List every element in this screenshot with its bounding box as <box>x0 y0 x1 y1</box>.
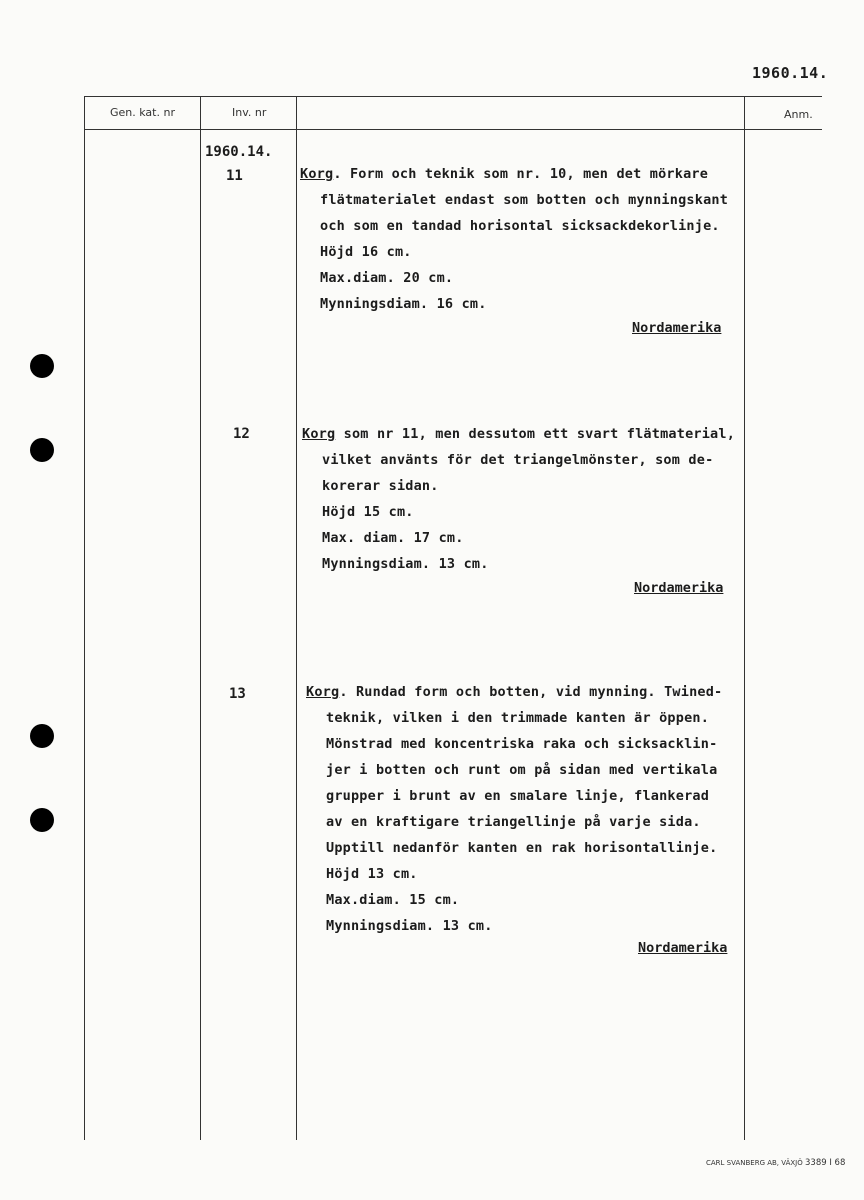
entry-line: och som en tandad horisontal sicksackdekorlinje. <box>320 218 720 234</box>
entry-region: Nordamerika <box>632 320 722 336</box>
header-top-rule <box>84 96 822 97</box>
entry-keyword: Korg <box>306 684 340 700</box>
punch-hole <box>30 354 54 378</box>
column-rule-left <box>84 96 85 1140</box>
entry-line <box>306 684 722 700</box>
entry-number: 13 <box>229 686 246 702</box>
entry-line: jer i botten och runt om på sidan med vertikala <box>326 762 718 778</box>
punch-hole <box>30 438 54 462</box>
punch-hole <box>30 808 54 832</box>
column-rule-anm <box>744 96 745 1140</box>
entry-line: Max.diam. 15 cm. <box>326 892 460 908</box>
entry-line: Höjd 15 cm. <box>322 504 414 520</box>
entry-line: Mynningsdiam. 13 cm. <box>326 918 493 934</box>
column-header-gen-kat-nr: Gen. kat. nr <box>110 106 175 119</box>
entry-line: Mynningsdiam. 16 cm. <box>320 296 487 312</box>
entry-line: Max.diam. 20 cm. <box>320 270 454 286</box>
column-header-inv-nr: Inv. nr <box>232 106 267 119</box>
entry-line <box>302 426 735 442</box>
header-bottom-rule <box>84 129 822 130</box>
entry-number: 11 <box>226 168 243 184</box>
entry-line: Max. diam. 17 cm. <box>322 530 464 546</box>
entry-line: korerar sidan. <box>322 478 439 494</box>
entry-line-text: som nr 11, men dessutom ett svart flätmaterial, <box>335 426 736 442</box>
entry-line: Höjd 16 cm. <box>320 244 412 260</box>
entry-keyword: Korg <box>302 426 336 442</box>
entry-line: teknik, vilken i den trimmade kanten är öppen. <box>326 710 710 726</box>
entry-line: Höjd 13 cm. <box>326 866 418 882</box>
inv-prefix: 1960.14. <box>205 144 273 160</box>
form-number: 3389 I 68 <box>805 1158 846 1168</box>
entry-region: Nordamerika <box>634 580 724 596</box>
entry-line-text: . Form och teknik som nr. 10, men det mörkare <box>333 166 709 182</box>
punch-hole <box>30 724 54 748</box>
entry-region: Nordamerika <box>638 940 728 956</box>
entry-line-text: . Rundad form och botten, vid mynning. Twined- <box>339 684 723 700</box>
column-rule-gen <box>200 96 201 1140</box>
entry-line: Mönstrad med koncentriska raka och sicksacklin- <box>326 736 718 752</box>
entry-line: grupper i brunt av en smalare linje, flankerad <box>326 788 710 804</box>
entry-keyword: Korg <box>300 166 334 182</box>
column-header-anm: Anm. <box>784 108 813 121</box>
entry-number: 12 <box>233 426 250 442</box>
column-rule-inv <box>296 96 297 1140</box>
page-number: 1960.14. <box>752 64 829 82</box>
printer-footer <box>706 1158 845 1168</box>
entry-line: Upptill nedanför kanten en rak horisontallinje. <box>326 840 718 856</box>
entry-line <box>300 166 708 182</box>
entry-line: av en kraftigare triangellinje på varje sida. <box>326 814 701 830</box>
entry-line: Mynningsdiam. 13 cm. <box>322 556 489 572</box>
printer-name: CARL SVANBERG AB, VÄXJÖ <box>706 1159 803 1167</box>
entry-line: flätmaterialet endast som botten och mynningskant <box>320 192 729 208</box>
entry-line: vilket använts för det triangelmönster, som de- <box>322 452 714 468</box>
